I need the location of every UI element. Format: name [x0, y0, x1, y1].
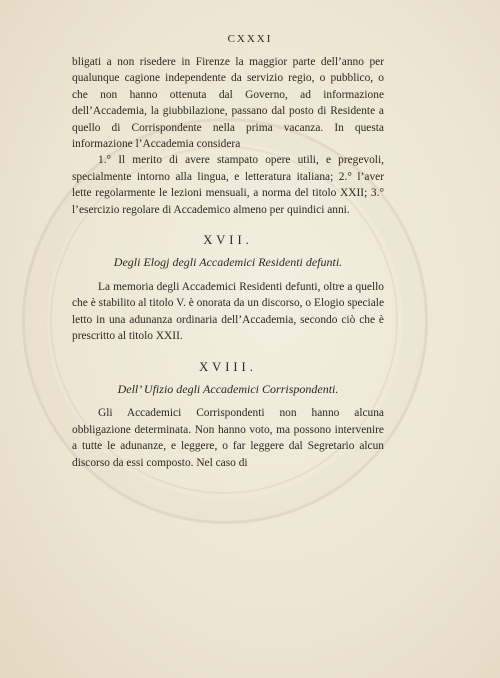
- page-text: [72, 54, 384, 471]
- section-18-number: XVIII.: [199, 359, 257, 374]
- page-number: CXXXI: [227, 33, 273, 45]
- section-17-body: La memoria degli Accademici Residenti defunti, oltre a quello che è stabilito al titolo V. è onorata da un discorso, o Elogio speciale letto in una adunanza ordinaria dell’Accademia, secondo ciò che è prescritto al titolo XXII.: [72, 280, 384, 343]
- criteria-paragraph: 1.° Il merito di avere stampato opere utili, e pregevoli, specialmente intorno alla lingua, e letteratura italiana; 2.° l’aver lette regolarmente le lezioni mensuali, a norma del titolo XXII; 3.° l’esercizio regolare di Accademico almeno per quindici anni.: [72, 154, 384, 216]
- section-18-title: Dell’ Ufizio degli Accademici Corrispondenti.: [117, 381, 339, 396]
- section-17-title: Degli Elogj degli Accademici Residenti defunti.: [113, 255, 343, 270]
- intro-paragraph: bligati a non risedere in Firenze la maggior parte dell’anno per qualunque cagione independente da servizio regio, o pubblico, o che non hanno ottenuta dal Governo, ad informazione dell’Accademia, la giubbilazione, passano dal posto di Residente a quello di Corrispondente nella prima vacanza. In questa informazione l’Accademia considera: [72, 56, 384, 151]
- section-18-body: Gli Accademici Corrispondenti non hanno alcuna obbligazione determinata. Non hanno voto, ma possono intervenire a tutte le adunanze, e leggere, o far leggere dal Segretario alcun discorso da essi composto. Nel caso di: [72, 407, 384, 469]
- section-17-number: XVII.: [203, 233, 253, 248]
